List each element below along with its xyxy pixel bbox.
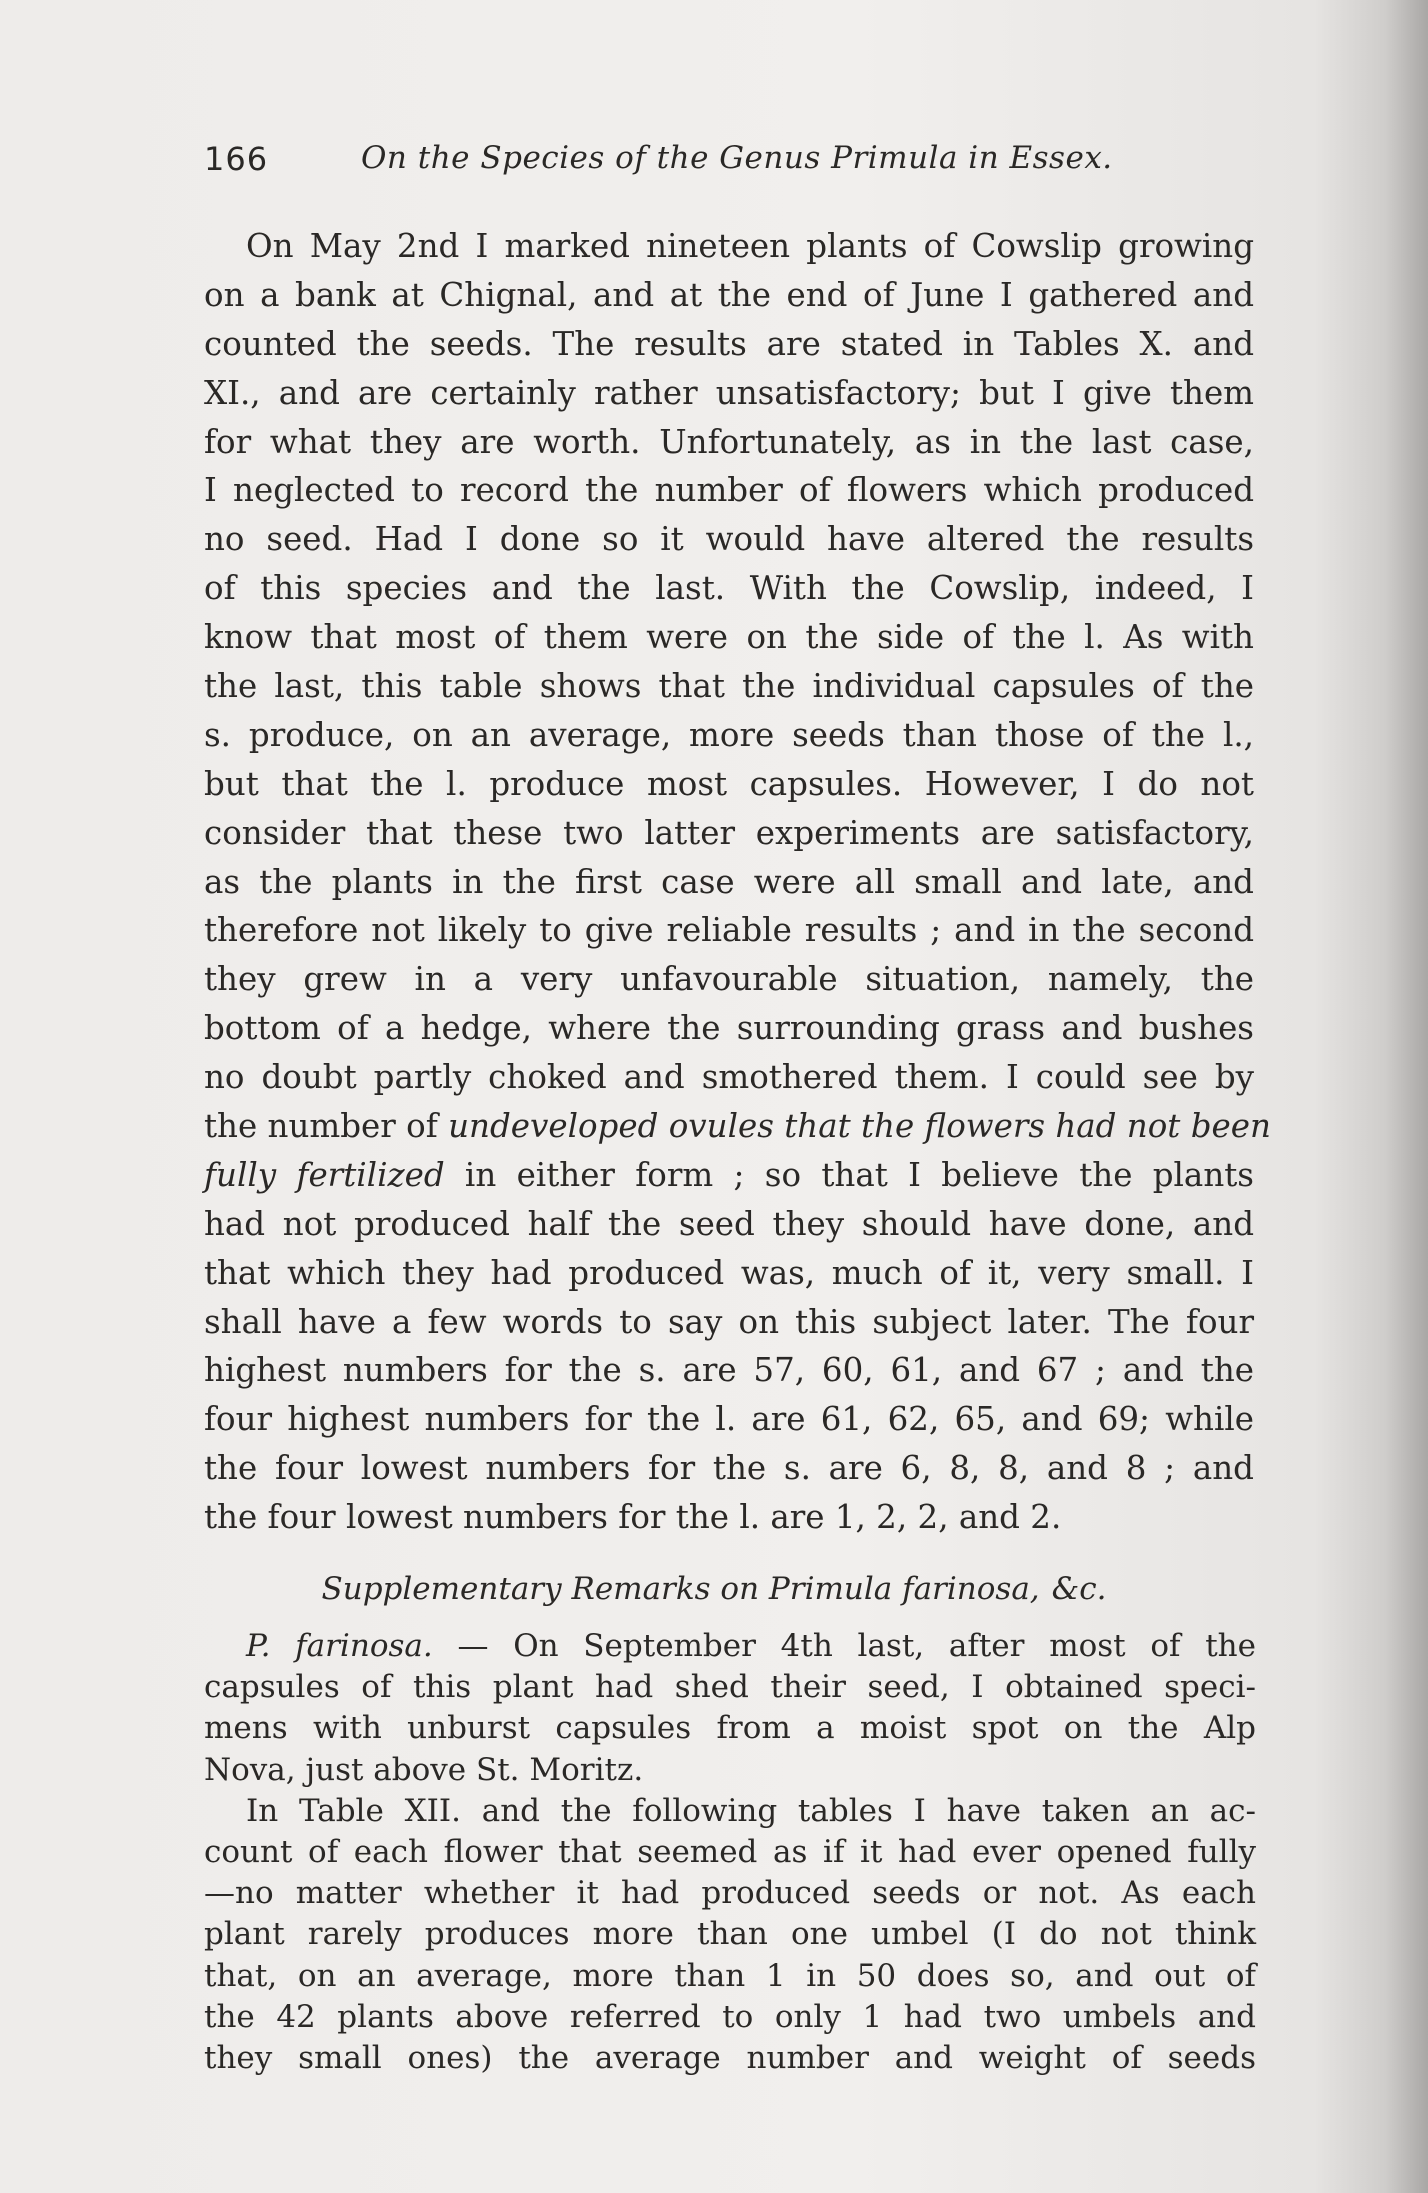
text-line: for what they are worth. Unfortunately, as in the last case, — [204, 422, 1254, 461]
italic-run: fully fertilized — [204, 1155, 445, 1194]
text-line: of this species and the last. With the Cowslip, indeed, I — [204, 569, 1254, 608]
text-line-mixed — [204, 1102, 1271, 1151]
text-line: bottom of a hedge, where the surrounding grass and bushes — [204, 1009, 1254, 1048]
text-line: the four lowest numbers for the s. are 6, 8, 8, and 8 ; and — [204, 1449, 1254, 1488]
section-heading-suffix: &c. — [1051, 1571, 1107, 1607]
running-title: On the Species of the Genus Primula in Essex. — [361, 140, 1113, 176]
text-run: — On September 4th last, after most of the — [432, 1628, 1256, 1664]
text-run: in either form ; so that I believe the plants — [444, 1155, 1254, 1194]
text-line: counted the seeds. The results are stated in Tables X. and — [204, 324, 1254, 363]
text-line-mixed — [204, 1151, 1254, 1200]
text-line: XI., and are certainly rather unsatisfactory; but I give them — [204, 373, 1254, 412]
text-line: had not produced half the seed they should have done, and — [204, 1204, 1254, 1243]
text-line: —no matter whether it had produced seeds or not. As each — [204, 1875, 1256, 1912]
text-line: no doubt partly choked and smothered them. I could see by — [204, 1058, 1254, 1097]
text-line: they grew in a very unfavourable situation, namely, the — [204, 960, 1254, 999]
section-heading-text: Supplementary Remarks on Primula farinosa, — [321, 1571, 1040, 1607]
italic-run: P. farinosa. — [246, 1628, 433, 1664]
text-line: that, on an average, more than 1 in 50 does so, and out of — [204, 1957, 1256, 1994]
text-line: the 42 plants above referred to only 1 had two umbels and — [204, 1998, 1256, 2035]
section-heading — [0, 1571, 1428, 1607]
text-line: On May 2nd I marked nineteen plants of Cowslip growing — [246, 227, 1254, 265]
text-line: the four lowest numbers for the l. are 1, 2, 2, and 2. — [204, 1498, 1062, 1537]
text-line: they small ones) the average number and weight of seeds — [204, 2039, 1256, 2076]
text-line: no seed. Had I done so it would have altered the results — [204, 520, 1254, 559]
text-line: therefore not likely to give reliable results ; and in the second — [204, 911, 1254, 950]
text-line: the last, this table shows that the individual capsules of the — [204, 667, 1254, 706]
text-line: as the plants in the first case were all small and late, and — [204, 862, 1254, 901]
text-line: shall have a few words to say on this subject later. The four — [204, 1302, 1254, 1341]
supplementary-section — [204, 1626, 1256, 2079]
text-line: consider that these two latter experiments are satisfactory, — [204, 813, 1254, 852]
text-run: the number of — [204, 1107, 449, 1146]
text-line: four highest numbers for the l. are 61, 62, 65, and 69; while — [204, 1400, 1254, 1439]
paragraph-cowslip — [204, 222, 1271, 1542]
page-number: 166 — [204, 140, 269, 178]
text-line: but that the l. produce most capsules. However, I do not — [204, 764, 1254, 803]
text-line: on a bank at Chignal, and at the end of June I gathered and — [204, 275, 1254, 314]
text-line-mixed — [204, 1626, 1256, 1667]
text-line: know that most of them were on the side of the l. As with — [204, 618, 1254, 657]
text-line: mens with unburst capsules from a moist spot on the Alp — [204, 1710, 1256, 1747]
page-header — [204, 140, 1264, 190]
text-line: s. produce, on an average, more seeds than those of the l., — [204, 715, 1254, 754]
text-line: In Table XII. and the following tables I have taken an ac- — [246, 1792, 1256, 1829]
italic-run: undeveloped ovules that the flowers had not been — [448, 1107, 1271, 1146]
text-line: capsules of this plant had shed their seed, I obtained speci- — [204, 1669, 1256, 1706]
text-line: Nova, just above St. Moritz. — [204, 1751, 644, 1788]
text-line: count of each flower that seemed as if it had ever opened fully — [204, 1833, 1256, 1870]
text-line: plant rarely produces more than one umbel (I do not think — [204, 1916, 1256, 1953]
text-line: highest numbers for the s. are 57, 60, 61, and 67 ; and the — [204, 1351, 1254, 1390]
text-line: I neglected to record the number of flowers which produced — [204, 471, 1254, 510]
text-line: that which they had produced was, much of it, very small. I — [204, 1253, 1254, 1292]
